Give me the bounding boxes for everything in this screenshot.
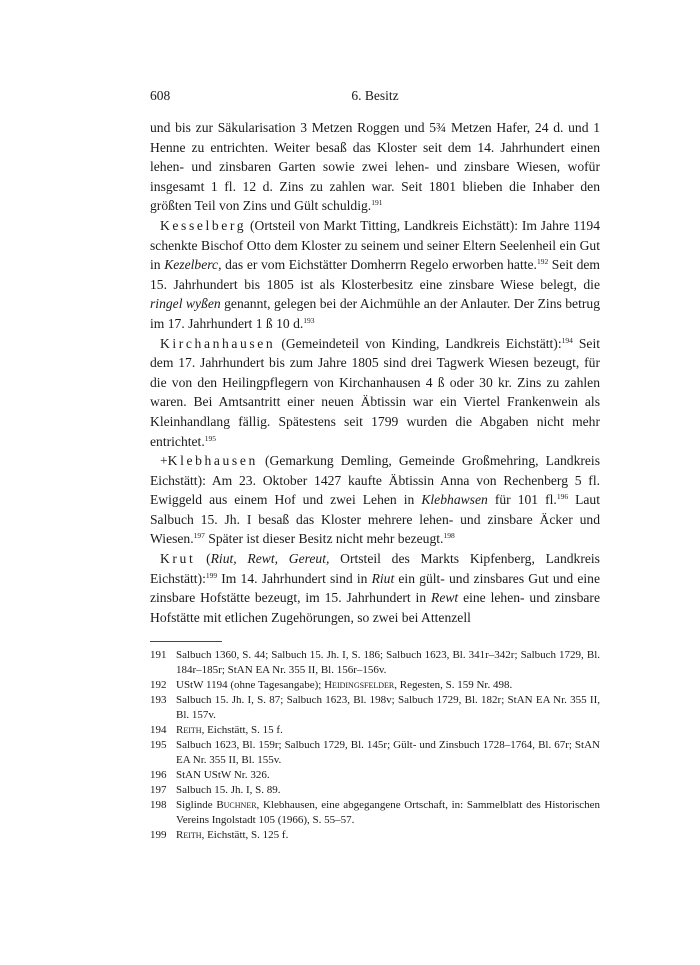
footnote [150,768,600,783]
footnote-ref: 198 [443,531,455,541]
text-run: für 101 fl. [487,492,557,508]
text-run: Salbuch 15. Jh. I, S. 89. [176,784,281,797]
page-header [150,88,600,108]
footnote [150,783,600,798]
page [150,88,600,843]
running-title: 6. Besitz [351,88,399,103]
author-name: Reith [176,724,202,737]
place-name: Klebhausen [167,453,258,469]
text-run: Seit dem 15. Jahrhundert bis 1805 ist als Klosterbesitz eine zinsbare Wiese belegt, die [150,257,600,292]
italic-text: Kezelberc [164,257,219,273]
text-run: Salbuch 1623, Bl. 159r; Salbuch 1729, Bl. 145r; Gült- und Zinsbuch 1728–1764, Bl. 67r; StAN EA Nr. 355 II, Bl. 155v. [176,739,600,767]
text-run: ( [195,551,211,567]
text-run: Siglinde [176,799,217,812]
text-run: (Gemarkung Demling, Gemeinde Großmehring, Landkreis Eichstätt): Am 23. Oktober 1427 kaufte Äbtissin Anna von Rechenberg 5 fl. Ewiggeld aus einem Hof und zwei Lehen in [150,453,600,508]
footnote-ref: 194 [561,335,573,345]
italic-text: Rewt [431,590,459,606]
italic-text: Riut, Rewt, Gereut, [210,551,330,567]
footnote-number: 196 [150,769,167,782]
footnote-rule [150,641,222,642]
text-run: , Regesten, S. 159 Nr. 498. [394,679,513,692]
text-run: (Gemeindeteil von Kinding, Landkreis Eichstätt): [275,335,562,351]
footnote-ref: 199 [205,570,218,580]
paragraph [150,451,600,549]
italic-text: Klebhawsen [421,492,488,508]
text-run: Seit dem 17. Jahrhundert bis zum Jahre 1805 sind drei Tagwerk Wiesen bezeugt, für die von den Heilingpflegern von Kirchanhausen 4 ß oder 30 kr. Zins zu zahlen waren. Bei Amtsantritt einer neuen Äbtissin war ein Viertel Frankenwein als Kleinhandlang fällig. Spätestens seit 1799 wurden die Abgaben nicht mehr entrichtet. [150,335,600,449]
footnote-number: 193 [150,694,167,707]
footnote-number: 192 [150,679,167,692]
page-number: 608 [150,88,171,103]
text-run: und bis zur Säkularisation 3 Metzen Roggen und 5¾ Metzen Hafer, 24 d. und 1 Henne zu entrichten. Weiter besaß das Kloster seit dem 14. Jahrhundert einen lehen- und zinsbaren Garten sowie zwei lehen- und zinsbare Wiesen, wofür insgesamt 1 fl. 12 d. Zins zu zahlen war. Seit 1801 blieben die Inhaber den größten Teil von Zins und Gült schuldig. [150,120,600,214]
footnote [150,798,600,828]
author-name: Heidingsfelder [324,679,395,692]
footnote-ref: 195 [204,433,216,443]
text-run: Salbuch 15. Jh. I, S. 87; Salbuch 1623, Bl. 198v; Salbuch 1729, Bl. 182r; StAN EA Nr. 355 II, Bl. 157v. [176,694,600,722]
footnote-number: 194 [150,724,167,737]
footnote-number: 195 [150,739,167,752]
text-run: , Eichstätt, S. 15 f. [201,724,283,737]
paragraph [150,549,600,627]
text-run: , Eichstätt, S. 125 f. [201,829,289,842]
text-run: eine lehen- und zinsbare Hofstätte mit etlichen Zugehörungen, so zwei bei Attenzell [150,590,600,625]
text-run: (Ortsteil von Markt Titting, Landkreis Eichstätt): Im Jahre 1194 schenkte Bischof Otto dem Kloster zu seinem und seiner Eltern Seelenheil ein Gut in [150,217,600,273]
footnote [150,693,600,723]
footnote-number: 199 [150,829,167,842]
italic-text: ringel wyßen [150,296,221,312]
text-run: , Klebhausen, eine abgegangene Ortschaft, in: Sammelblatt des Historischen Vereins Ingolstadt 105 (1966), S. 55–57. [176,799,600,827]
place-name: Kirchanhausen [160,335,276,351]
footnote [150,678,600,693]
text-run: ein gült- und zinsbares Gut und eine zinsbare Hofstätte bezeugt, im 15. Jahrhundert in [150,570,601,606]
text-run: Laut Salbuch 15. Jh. I besaß das Kloster mehrere lehen- und zinsbare Äcker und Wiesen. [150,492,601,547]
footnote-number: 198 [150,799,167,812]
footnote-ref: 193 [303,315,315,325]
footnote [150,648,600,678]
text-run: UStW 1194 (ohne Tagesangabe); [176,679,325,692]
author-name: Buchner [216,799,257,812]
text-run: , das er vom Eichstätter Domherrn Regelo erworben hatte. [218,257,537,273]
place-name: Kesselberg [160,217,247,233]
text-run: + [160,453,168,469]
paragraph [150,118,600,216]
italic-text: Riut [371,570,395,586]
body-text [150,118,600,627]
text-run: Ortsteil des Markts Kipfenberg, Landkreis Eichstätt): [150,551,600,586]
footnote [150,723,600,738]
footnote-ref: 197 [193,531,205,541]
footnote-number: 197 [150,784,167,797]
footnote-ref: 191 [371,198,383,208]
footnote-ref: 196 [556,492,569,502]
place-name: Krut [160,551,196,567]
text-run: Später ist dieser Besitz nicht mehr bezeugt. [204,531,444,547]
footnote-ref: 192 [536,257,549,267]
footnote [150,738,600,768]
text-run: genannt, gelegen bei der Aichmühle an der Anlauter. Der Zins betrug im 17. Jahrhundert 1 ß 10 d. [150,296,600,331]
footnotes [150,648,600,843]
paragraph [150,334,600,452]
text-run: StAN UStW Nr. 326. [176,769,270,782]
text-run: Im 14. Jahrhundert sind in [217,570,372,586]
footnote-number: 191 [150,649,167,662]
paragraph [150,216,600,334]
text-run: Salbuch 1360, S. 44; Salbuch 15. Jh. I, S. 186; Salbuch 1623, Bl. 341r–342r; Salbuch 1729, Bl. 184r–185r; StAN EA Nr. 355 II, Bl. 156r–156v. [176,649,600,677]
author-name: Reith [176,829,202,842]
footnote [150,828,600,843]
